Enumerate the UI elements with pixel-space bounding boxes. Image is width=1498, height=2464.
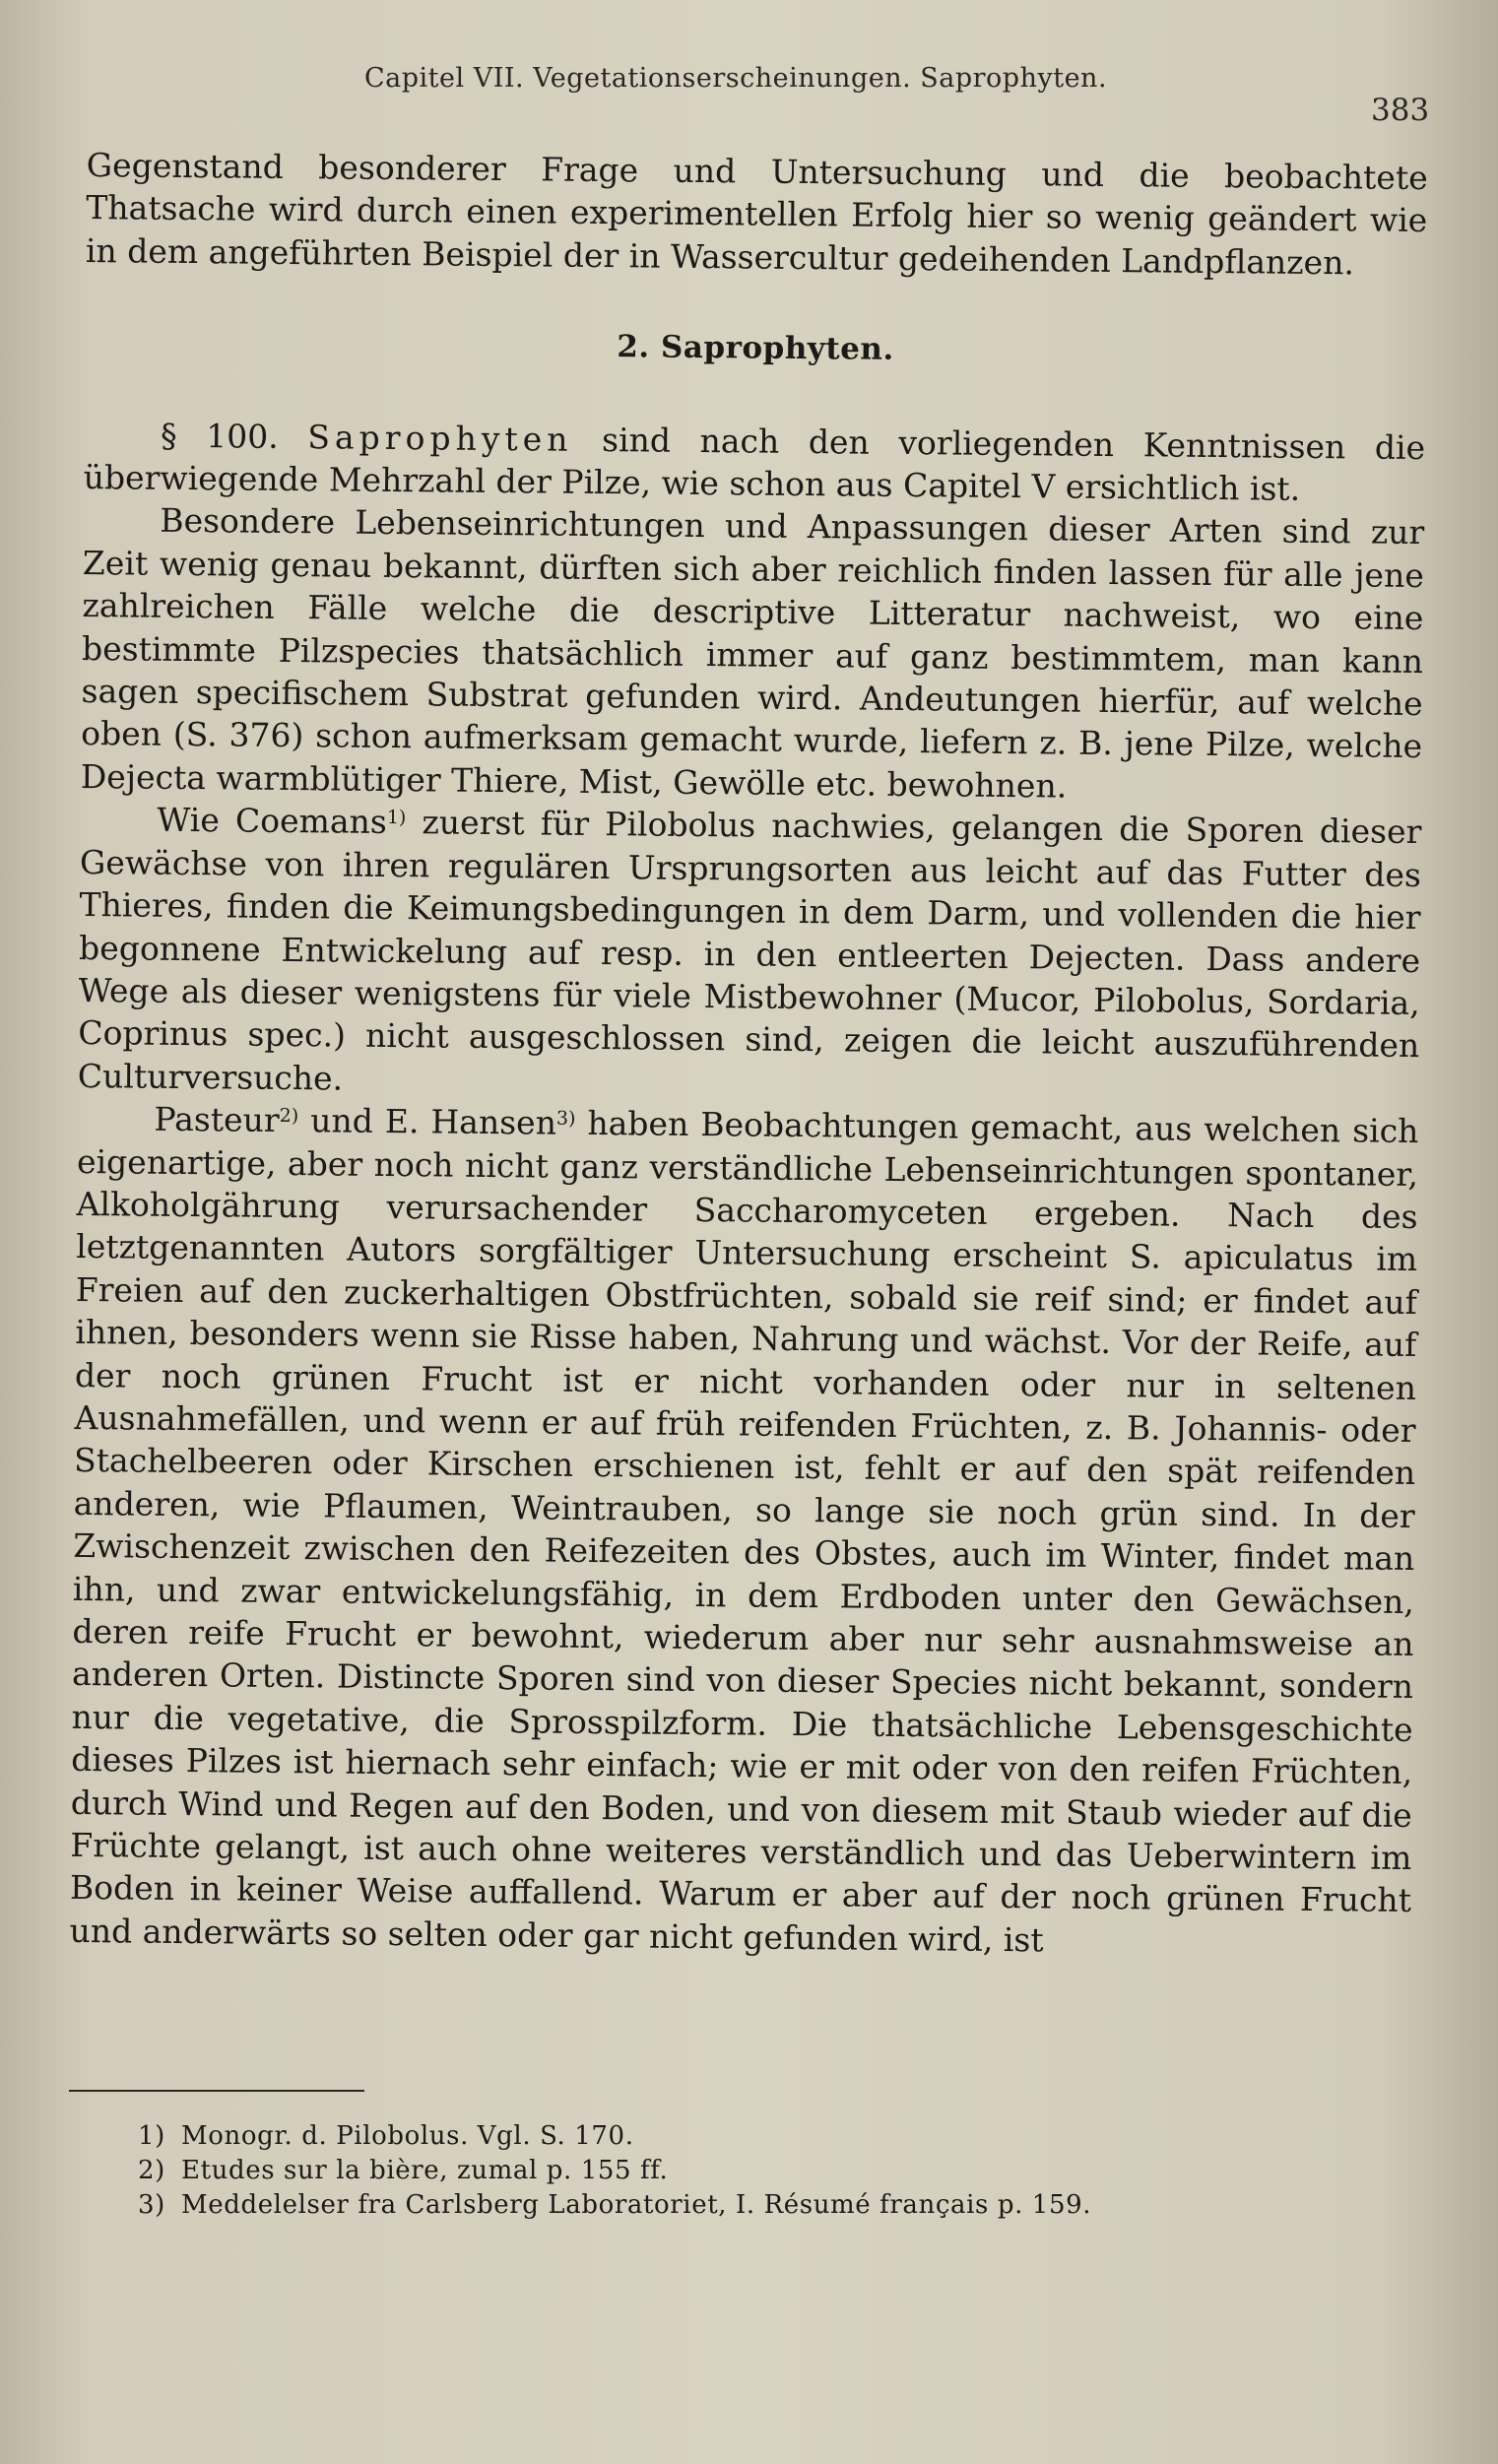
paragraph-text: zuerst für Pilobolus nachwies, gelangen die Sporen dieser Gewächse von ihren regulären Ursprungsorten aus leicht auf das Futter des Thieres, finden die Keimungsbedingungen in dem Darm, und vollenden die hier begonnene Entwickelung auf resp. in den entleerten Dejecten. Dass andere Wege als dieser wenigstens für viele Mistbewohner (Mucor, Pilobolus, Sordaria, Coprinus spec.) nicht ausgeschlossen sind, zeigen die leicht auszuführenden Culturversuche. [77, 803, 1422, 1098]
section-heading: 2. Saprophyten. [617, 329, 894, 368]
footnote-reference: 3) [555, 1107, 576, 1130]
paragraph-lebenseinrichtungen: Besondere Lebenseinrichtungen und Anpassungen dieser Arten sind zur Zeit wenig genau bekannt, dürften sich aber reichlich finden lassen für alle jene zahlreichen Fälle welche die descriptive Litteratur nachweist, wo eine bestimmte Pilzspecies thatsächlich immer auf ganz bestimmtem, man kann sagen specifischem Substrat gefunden wird. Andeutungen hierfür, auf welche oben (S. 376) schon aufmerksam gemacht wurde, liefern z. B. jene Pilze, welche Dejecta warmblütiger Thiere, Mist, Gewölle etc. bewohnen. [80, 501, 1425, 806]
footnote [138, 2154, 1091, 2188]
footnote-text: Meddelelser fra Carlsberg Laboratoriet, I. Résumé français p. 159. [181, 2190, 1092, 2220]
footnote-mark: 1) [138, 2121, 165, 2151]
paragraph-text: Wie Coemans [157, 800, 388, 842]
page-number: 383 [1371, 93, 1430, 128]
footnote-reference: 2) [279, 1105, 299, 1128]
footnote [138, 2188, 1091, 2223]
paragraph-pasteur-hansen [69, 1097, 1418, 1965]
footnote-text: Monogr. d. Pilobolus. Vgl. S. 170. [181, 2121, 634, 2151]
paragraph-text: haben Beobachtungen gemacht, aus welchen sich eigenartige, aber noch nicht ganz verständliche Lebenseinrichtungen spontaner, Alkoholgährung verursachender Saccharomyceten ergeben. Nach des letztgenannten Autors sorgfältiger Untersuchung erscheint S. apiculatus im Freien auf den zuckerhaltigen Obstfrüchten, sobald sie reif sind; er findet auf ihnen, besonders wenn sie Risse haben, Nahrung und wächst. Vor der Reife, auf der noch grünen Frucht ist er nicht vorhanden oder nur in seltenen Ausnahmefällen, und wenn er auf früh reifenden Früchten, z. B. Johannis- oder Stachelbeeren oder Kirschen erschienen ist, fehlt er auf den spät reifenden anderen, wie Pflaumen, Weintrauben, so lange sie noch grün sind. In der Zwischenzeit zwischen den Reifezeiten des Obstes, auch im Winter, findet man ihn, und zwar entwickelungsfähig, in dem Erdboden unter den Gewächsen, deren reife Frucht er bewohnt, wiederum aber nur sehr ausnahmsweise an anderen Orten. Distincte Sporen sind von dieser Species nicht bekannt, sondern nur die vegetative, die Sprosspilzform. Die thatsächliche Lebensgeschichte dieses Pilzes ist hiernach sehr einfach; wie er mit oder von den reifen Früchten, durch Wind und Regen auf den Boden, und von diesem mit Staub wieder auf die Früchte gelangt, ist auch ohne weiteres verständlich und das Ueberwintern im Boden in keiner Weise auffallend. Warum er aber auf der noch grünen Frucht und anderwärts so selten oder gar nicht gefunden wird, ist [69, 1103, 1419, 1960]
paragraph-number: § 100. [160, 416, 279, 456]
intro-paragraph: Gegenstand besonderer Frage und Untersuchung und die beobachtete Thatsache wird durch einen experimentellen Erfolg hier so wenig geändert wie in dem angeführten Beispiel der in Wassercultur gedeihenden Landpflanzen. [85, 145, 1428, 283]
emphasized-term: Saprophyten [307, 417, 573, 459]
footnote-divider [69, 2090, 364, 2092]
footnotes [138, 2119, 1091, 2223]
paragraph-coemans [78, 798, 1422, 1110]
paragraph-100 [84, 414, 1426, 512]
main-text [69, 144, 1428, 1965]
running-header: Capitel VII. Vegetationserscheinungen. Saprophyten. [364, 63, 1108, 94]
footnote-mark: 3) [138, 2190, 165, 2220]
footnote-text: Etudes sur la bière, zumal p. 155 ff. [181, 2156, 669, 2185]
footnote [138, 2119, 1091, 2154]
paragraph-text: sind nach den vorliegenden Kenntnissen die überwiegende Mehrzahl der Pilze, wie schon aus Capitel V ersichtlich ist. [83, 420, 1426, 508]
paragraph-text: und E. Hansen [297, 1101, 557, 1142]
footnote-mark: 2) [138, 2156, 165, 2185]
footnote-reference: 1) [386, 807, 407, 829]
paragraph-text: Pasteur [154, 1099, 280, 1140]
